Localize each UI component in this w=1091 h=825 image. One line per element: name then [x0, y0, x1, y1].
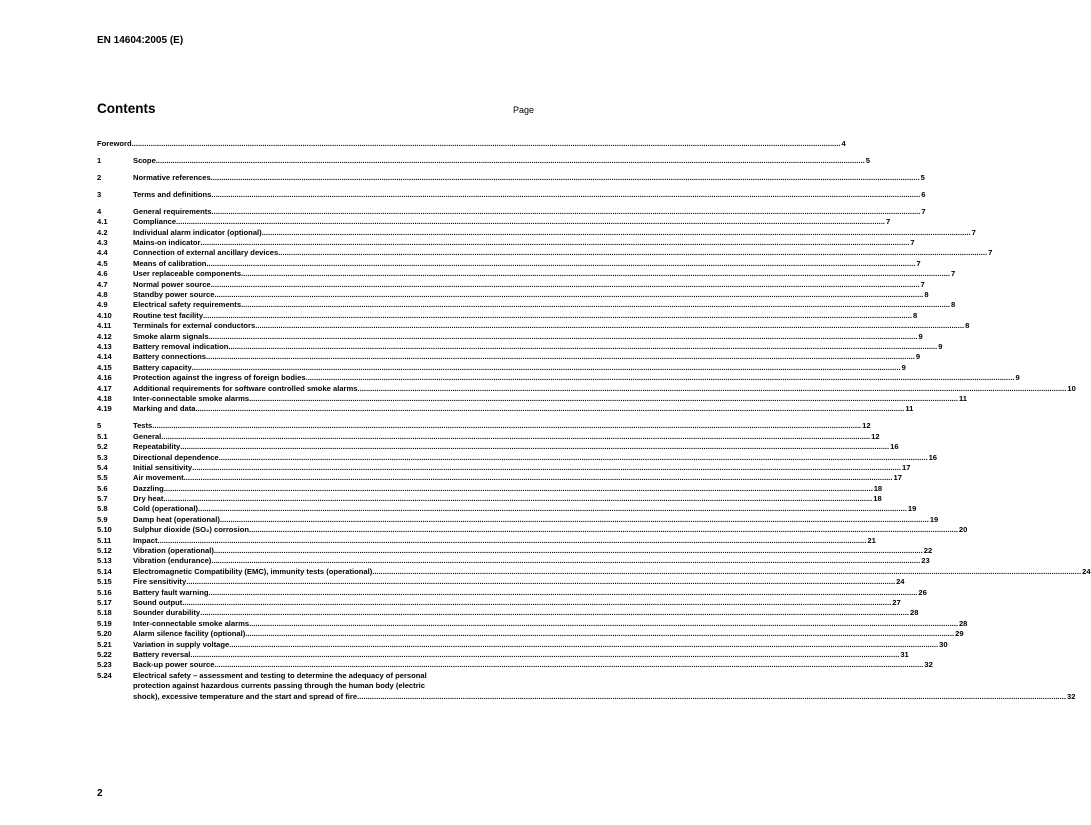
toc-entry[interactable] [97, 566, 1091, 577]
leader-dots [190, 650, 899, 660]
toc-entry-multiline[interactable] [97, 670, 1076, 702]
toc-entry-number: 4 [97, 206, 102, 216]
toc-entry[interactable] [97, 404, 914, 414]
toc-entry-label: Protection against the ingress of foreign bodies [133, 373, 306, 383]
toc-entry-page: 5 [865, 155, 870, 165]
toc-entry-label: Vibration (endurance) [133, 556, 212, 566]
toc-entry-page: 7 [916, 258, 921, 268]
leader-dots [357, 692, 1066, 702]
leader-dots [372, 567, 1081, 577]
toc-entry[interactable] [97, 155, 870, 166]
page-number: 2 [97, 788, 103, 799]
toc-entry[interactable] [97, 462, 911, 473]
leader-dots [228, 342, 937, 352]
toc-entry[interactable] [97, 393, 967, 404]
toc-entry-label: Smoke alarm signals [133, 331, 209, 341]
toc-entry-label-line3: shock), excessive temperature and the start and spread of fire [133, 691, 358, 701]
toc-entry-page: 4 [841, 138, 846, 148]
toc-entry-number: 5.20 [97, 629, 112, 639]
toc-entry-number: 5 [97, 421, 102, 431]
toc-entry-number: 4.2 [97, 227, 108, 237]
toc-entry-label: Battery capacity [133, 362, 192, 372]
toc-entry-number: 5.1 [97, 431, 108, 441]
toc-entry[interactable] [97, 279, 925, 290]
toc-entry-label: Damp heat (operational) [133, 514, 220, 524]
toc-entry[interactable] [97, 189, 926, 200]
leader-dots [358, 384, 1067, 394]
toc-entry-page: 19 [929, 514, 939, 524]
leader-dots [220, 515, 929, 525]
toc-entry-page: 28 [909, 608, 919, 618]
toc-entry[interactable] [97, 238, 915, 248]
leader-dots [212, 207, 921, 217]
toc-entry-page: 7 [921, 206, 926, 216]
toc-entry-page: 27 [892, 597, 901, 607]
toc-entry[interactable] [97, 321, 970, 331]
toc-entry-label: General [133, 431, 162, 441]
toc-entry-label: Means of calibration [133, 258, 207, 268]
toc-entry-number: 5.18 [97, 608, 112, 618]
toc-entry[interactable] [97, 473, 902, 483]
leader-dots [198, 504, 907, 514]
toc-entry-label-line2: protection against hazardous currents passing through the human body (electric [133, 681, 425, 691]
leader-dots [209, 588, 918, 598]
toc-entry[interactable] [97, 269, 956, 279]
toc-entry[interactable] [97, 383, 1076, 394]
toc-entry-label: Vibration (operational) [133, 546, 214, 556]
leader-dots [156, 156, 865, 166]
toc-entry-page: 9 [938, 342, 943, 351]
toc-entry[interactable] [97, 629, 964, 639]
toc-entry-number: 5.4 [97, 462, 108, 472]
toc-entry-label: Compliance [133, 217, 177, 227]
leader-dots [214, 546, 923, 556]
leader-dots [206, 352, 915, 362]
toc-entry[interactable] [97, 342, 943, 352]
toc-entry[interactable] [97, 535, 876, 546]
toc-entry-page: 26 [918, 587, 927, 597]
toc-entry[interactable] [97, 577, 905, 587]
document-header: EN 14604:2005 (E) [97, 35, 184, 46]
toc-entry-page: 7 [988, 248, 993, 258]
toc-entry-label: Impact [133, 535, 158, 545]
toc-entry-label: Standby power source [133, 290, 215, 300]
toc-entry-label: General requirements [133, 206, 212, 216]
toc-entry-label: Battery removal indication [133, 342, 229, 351]
toc-entry[interactable] [97, 258, 921, 269]
toc-entry-number: 4.4 [97, 248, 108, 258]
toc-entry[interactable] [97, 442, 899, 452]
toc-entry[interactable] [97, 310, 918, 321]
toc-entry[interactable] [97, 362, 906, 373]
toc-entry-label: Mains-on indicator [133, 238, 201, 248]
toc-entry-page: 32 [924, 660, 933, 670]
toc-entry-label: Additional requirements for software controlled smoke alarms [133, 383, 358, 393]
leader-dots [186, 577, 895, 587]
toc-entry-number: 2 [97, 172, 102, 182]
toc-entry[interactable] [97, 649, 909, 660]
toc-entry-label: Dry heat [133, 494, 164, 504]
toc-entry-number: 5.19 [97, 618, 112, 628]
toc-entry-label: Terms and definitions [133, 189, 212, 199]
leader-dots [229, 640, 938, 650]
toc-entry-label: Sound output [133, 597, 183, 607]
toc-entry-label: Terminals for external conductors [133, 321, 256, 331]
leader-dots [278, 248, 987, 258]
toc-entry[interactable] [97, 618, 968, 629]
leader-dots [182, 598, 891, 608]
toc-entry-page: 6 [921, 189, 926, 199]
toc-entry-label: Inter-connectable smoke alarms [133, 393, 250, 403]
toc-entry-page: 8 [950, 300, 956, 310]
leader-dots [214, 660, 923, 670]
toc-entry[interactable] [97, 248, 993, 259]
toc-entry-label: Marking and data [133, 404, 196, 414]
leader-dots [211, 280, 920, 290]
toc-entry-label: Tests [133, 421, 153, 431]
toc-entry-label: Battery fault warning [133, 587, 209, 597]
toc-entry-number: 4.12 [97, 331, 112, 341]
toc-entry[interactable] [97, 525, 968, 535]
leader-dots [209, 332, 918, 342]
toc-entry-number: 5.21 [97, 639, 112, 649]
leader-dots [192, 363, 901, 373]
leader-dots [211, 190, 920, 200]
toc-entry-number: 4.10 [97, 310, 112, 320]
toc-entry[interactable] [97, 206, 926, 217]
toc-entry-page: 10 [1067, 383, 1076, 393]
toc-entry[interactable] [97, 331, 923, 342]
toc-entry[interactable] [97, 639, 948, 650]
toc-entry-page: 11 [905, 404, 914, 414]
toc-entry-page: 9 [1015, 373, 1020, 383]
toc-entry[interactable] [97, 138, 846, 149]
toc-entry-number: 4.8 [97, 290, 108, 300]
toc-entry[interactable] [97, 290, 929, 300]
leader-dots [192, 463, 901, 473]
toc-entry[interactable] [97, 597, 901, 608]
toc-entry-page: 30 [939, 639, 948, 649]
toc-entry-number: 5.12 [97, 546, 112, 556]
leader-dots [249, 525, 958, 535]
toc-entry-number: 5.24 [97, 670, 112, 680]
toc-entry-page: 12 [862, 421, 871, 431]
toc-entry[interactable] [97, 514, 939, 525]
toc-entry-page: 24 [896, 577, 905, 587]
toc-entry-label: Foreword [97, 138, 132, 148]
toc-entry-number: 4.9 [97, 300, 108, 310]
toc-entry-number: 5.3 [97, 452, 108, 462]
toc-entry-label: Inter-connectable smoke alarms [133, 618, 250, 628]
toc-entry[interactable] [97, 452, 938, 463]
toc-entry-label: Cold (operational) [133, 504, 198, 514]
toc-entry-page: 20 [958, 525, 968, 535]
toc-entry[interactable] [97, 504, 917, 514]
toc-entry-page: 31 [900, 649, 909, 659]
toc-entry[interactable] [97, 587, 927, 598]
leader-dots [206, 259, 915, 269]
toc-entry-page: 16 [928, 452, 938, 462]
toc-entry[interactable] [97, 300, 956, 310]
toc-entry-label: Normative references [133, 172, 211, 182]
leader-dots [211, 173, 920, 183]
page-column-label: Page [513, 105, 535, 115]
toc-entry-number: 4.5 [97, 258, 108, 268]
toc-entry-number: 5.17 [97, 597, 112, 607]
toc-entry-number: 5.11 [97, 535, 112, 545]
table-of-contents [97, 138, 1091, 702]
toc-entry-page: 16 [890, 442, 899, 452]
toc-entry-label: Variation in supply voltage [133, 639, 230, 649]
toc-entry-page: 7 [950, 269, 956, 279]
toc-entry[interactable] [97, 217, 891, 227]
toc-entry-number: 5.9 [97, 514, 108, 524]
toc-entry[interactable] [97, 431, 880, 442]
toc-entry[interactable] [97, 494, 882, 504]
toc-entry[interactable] [97, 227, 976, 238]
toc-entry-label: Alarm silence facility (optional) [133, 629, 246, 639]
toc-entry-page: 11 [958, 393, 967, 403]
toc-entry-page: 17 [893, 473, 902, 483]
leader-dots [306, 373, 1015, 383]
toc-entry-label: Sulphur dioxide (SO₂) corrosion [133, 525, 250, 535]
toc-entry-page: 23 [921, 556, 930, 566]
toc-entry-label: Repeatability [133, 442, 181, 452]
leader-dots [132, 139, 841, 149]
leader-dots [152, 421, 861, 431]
toc-entry-number: 5.5 [97, 473, 108, 483]
toc-entry-page: 7 [920, 279, 925, 289]
leader-dots [195, 404, 904, 414]
toc-entry-label: Initial sensitivity [133, 462, 193, 472]
toc-entry-label: Connection of external ancillary devices [133, 248, 279, 258]
leader-dots [164, 484, 873, 494]
toc-entry[interactable] [97, 556, 930, 566]
toc-entry-page: 8 [912, 310, 918, 320]
toc-entry-number: 5.16 [97, 587, 112, 597]
leader-dots [262, 228, 971, 238]
toc-entry-page: 9 [918, 331, 923, 341]
toc-entry-number: 5.15 [97, 577, 112, 587]
toc-entry-number: 4.1 [97, 217, 108, 227]
toc-entry-number: 4.16 [97, 373, 112, 383]
leader-dots [184, 473, 893, 483]
toc-entry-number: 4.7 [97, 279, 108, 289]
leader-dots [255, 321, 964, 331]
toc-entry-page: 21 [867, 535, 876, 545]
toc-entry-label: Battery reversal [133, 649, 191, 659]
toc-entry-number: 4.19 [97, 404, 112, 414]
toc-entry-page: 8 [924, 290, 929, 300]
toc-entry-number: 4.13 [97, 342, 112, 351]
toc-entry-number: 4.14 [97, 352, 112, 362]
toc-entry-label: Battery connections [133, 352, 207, 362]
toc-entry-page: 9 [915, 352, 921, 362]
toc-entry-label: Dazzling [133, 483, 164, 493]
toc-entry-number: 5.14 [97, 566, 112, 576]
toc-entry-number: 3 [97, 189, 102, 199]
toc-entry-label: Directional dependence [133, 452, 219, 462]
toc-entry-label: Electromagnetic Compatibility (EMC), immunity tests (operational) [133, 566, 373, 576]
toc-entry-label: Air movement [133, 473, 184, 483]
toc-entry-page: 17 [901, 462, 911, 472]
toc-entry[interactable] [97, 660, 933, 670]
toc-entry-label: Back-up power source [133, 660, 215, 670]
toc-entry-page: 9 [901, 362, 906, 372]
toc-entry-label: Scope [133, 155, 156, 165]
toc-entry-number: 4.18 [97, 393, 112, 403]
toc-entry-page: 22 [923, 546, 933, 556]
toc-entry-page: 28 [958, 618, 968, 628]
toc-entry-number: 4.15 [97, 362, 112, 372]
toc-entry[interactable] [97, 483, 883, 494]
toc-entry[interactable] [97, 352, 921, 362]
toc-entry-label: Fire sensitivity [133, 577, 187, 587]
toc-entry-number: 5.6 [97, 483, 108, 493]
toc-entry-number: 5.10 [97, 525, 112, 535]
toc-entry-number: 5.8 [97, 504, 108, 514]
leader-dots [249, 619, 958, 629]
toc-entry-number: 4.11 [97, 321, 112, 331]
toc-entry-label: Electrical safety requirements [133, 300, 242, 310]
leader-dots [157, 536, 866, 546]
toc-entry[interactable] [97, 546, 933, 556]
leader-dots [176, 217, 885, 227]
leader-dots [203, 311, 912, 321]
toc-entry-page: 7 [910, 238, 915, 248]
toc-entry-page: 5 [920, 172, 925, 182]
toc-entry-label: Individual alarm indicator (optional) [133, 227, 262, 237]
leader-dots [241, 300, 950, 310]
leader-dots [200, 608, 909, 618]
toc-entry-number: 5.13 [97, 556, 112, 566]
toc-entry[interactable] [97, 373, 1020, 383]
page-title: Contents [97, 101, 156, 116]
toc-entry-page: 32 [1067, 691, 1076, 701]
toc-entry[interactable] [97, 421, 871, 431]
leader-dots [161, 432, 870, 442]
toc-entry[interactable] [97, 608, 919, 618]
toc-entry-page: 29 [955, 629, 964, 639]
toc-entry-number: 5.22 [97, 649, 112, 659]
toc-entry-page: 18 [873, 494, 882, 504]
toc-entry-label: Sounder durability [133, 608, 201, 618]
leader-dots [219, 453, 928, 463]
toc-entry-number: 5.23 [97, 660, 112, 670]
toc-entry-page: 24 [1082, 566, 1091, 576]
toc-entry-number: 5.2 [97, 442, 108, 452]
leader-dots [163, 494, 872, 504]
toc-entry-number: 1 [97, 155, 102, 165]
leader-dots [241, 269, 950, 279]
toc-entry-number: 4.3 [97, 238, 108, 248]
toc-entry-page: 19 [907, 504, 917, 514]
toc-entry-page: 12 [871, 431, 880, 441]
toc-entry-number: 4.6 [97, 269, 108, 279]
toc-entry-label: Normal power source [133, 279, 211, 289]
toc-entry-page: 8 [965, 321, 970, 331]
leader-dots [214, 290, 923, 300]
leader-dots [201, 238, 910, 248]
toc-entry[interactable] [97, 172, 925, 183]
toc-entry-page: 18 [873, 483, 883, 493]
toc-entry-number: 5.7 [97, 494, 108, 504]
toc-entry-label-line1: Electrical safety – assessment and testing to determine the adequacy of personal [133, 670, 427, 680]
toc-entry-label: Routine test facility [133, 310, 204, 320]
toc-entry-page: 7 [971, 227, 976, 237]
leader-dots [245, 629, 954, 639]
toc-entry-number: 4.17 [97, 383, 112, 393]
leader-dots [211, 556, 920, 566]
leader-dots [249, 394, 958, 404]
toc-entry-label: User replaceable components [133, 269, 242, 279]
toc-entry-page: 7 [885, 217, 891, 227]
leader-dots [180, 442, 889, 452]
